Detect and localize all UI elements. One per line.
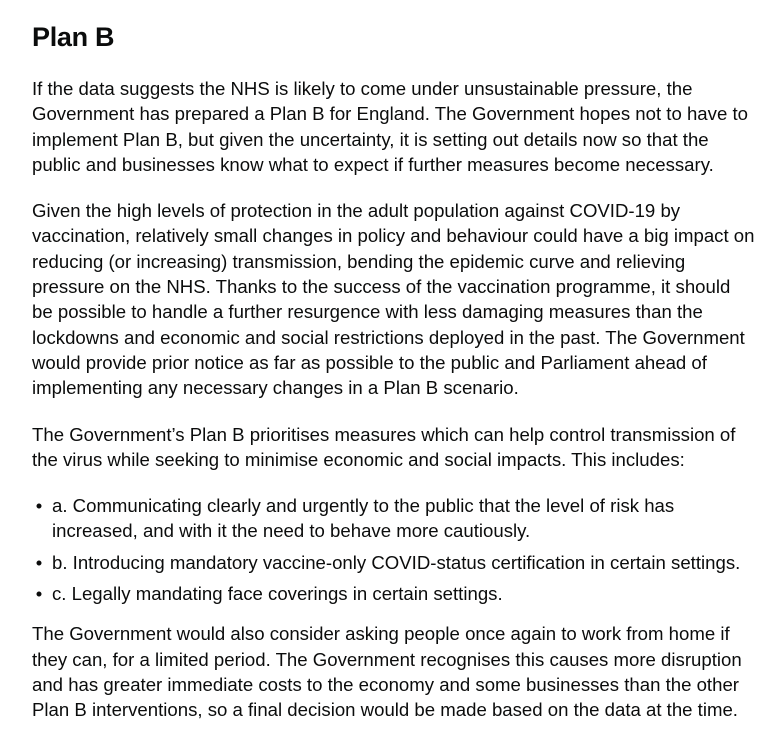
priorities-paragraph: The Government’s Plan B prioritises measures which can help control transmission of the virus while seeking to minimise economic and social impacts. This includes: xyxy=(32,423,736,470)
section-title: Plan B xyxy=(32,22,115,52)
list-item xyxy=(35,550,756,575)
bullet-icon: • xyxy=(35,583,43,605)
measures-list xyxy=(32,493,756,606)
closing-paragraph: The Government would also consider asking people once again to work from home if they can, for a limited period. The Government recognises this causes more disruption and has greater immediate costs to the economy and some businesses than the other Plan B interventions, so a final decision would be made based on the data at the time. xyxy=(32,623,742,721)
list-item-text: c. Legally mandating face coverings in certain settings. xyxy=(52,583,503,605)
intro-paragraph: If the data suggests the NHS is likely to come under unsustainable pressure, the Government has prepared a Plan B for England. The Government hopes not to have to implement Plan B, but given the uncertainty, it is setting out details now so that the public and businesses know what to expect if further measures become necessary. xyxy=(32,78,748,175)
bullet-icon: • xyxy=(35,551,43,573)
list-item xyxy=(35,493,756,544)
protection-paragraph: Given the high levels of protection in the adult population against COVID-19 by vaccination, relatively small changes in policy and behaviour could have a big impact on reducing (or increasing) transmission, bending the epidemic curve and relieving pressure on the NHS. Thanks to the success of the vaccination programme, it should be possible to handle a further resurgence with less damaging measures than the lockdowns and economic and social restrictions deployed in the past. The Government would provide prior notice as far as possible to the public and Parliament ahead of implementing any necessary changes in a Plan B scenario. xyxy=(32,200,755,399)
list-item-text: b. Introducing mandatory vaccine-only COVID-status certification in certain settings. xyxy=(52,551,741,573)
list-item xyxy=(35,581,756,606)
bullet-icon: • xyxy=(35,495,43,517)
list-item-text: a. Communicating clearly and urgently to the public that the level of risk has increased, and with it the need to behave more cautiously. xyxy=(52,495,675,542)
